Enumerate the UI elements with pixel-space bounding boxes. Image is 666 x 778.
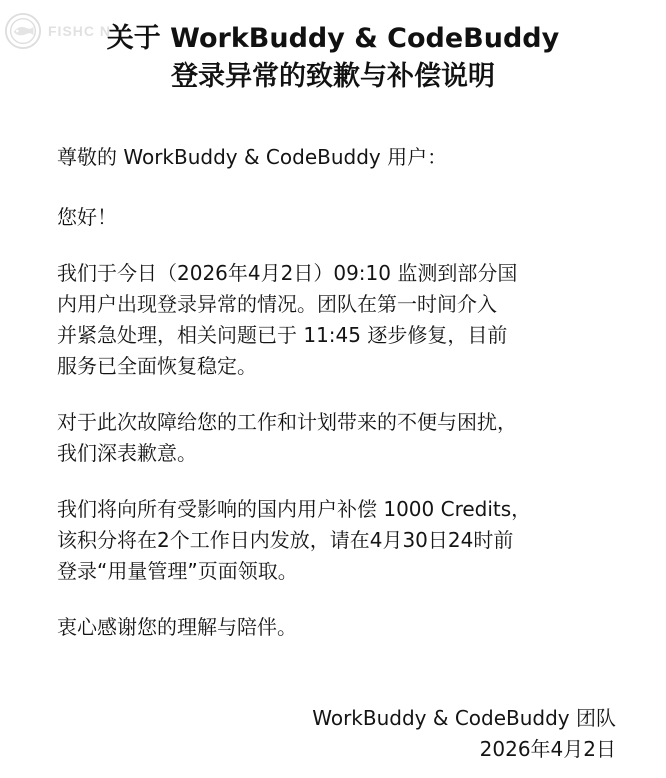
paragraph-line: 我们于今日（2026年4月2日）09:10 监测到部分国 — [57, 261, 518, 285]
closing-line: 衷心感谢您的理解与陪伴。 — [57, 615, 297, 639]
signature-date: 2026年4月2日 — [479, 737, 616, 761]
watermark-text: FISHC N — [48, 23, 111, 39]
page-title — [0, 20, 666, 96]
paragraph-line: 该积分将在2个工作日内发放，请在4月30日24时前 — [57, 528, 514, 552]
paragraph-apology — [57, 407, 617, 469]
paragraph-line: 我们深表歉意。 — [57, 441, 197, 465]
paragraph-line: 内用户出现登录异常的情况。团队在第一时间介入 — [57, 292, 497, 316]
paragraph-line: 对于此次故障给您的工作和计划带来的不便与困扰， — [57, 410, 517, 434]
title-line-1: 关于 WorkBuddy & CodeBuddy — [106, 23, 560, 54]
paragraph-line: 登录“用量管理”页面领取。 — [57, 559, 298, 583]
hello-line: 您好！ — [57, 205, 117, 229]
signature-team: WorkBuddy & CodeBuddy 团队 — [312, 706, 616, 730]
greeting: 尊敬的 WorkBuddy & CodeBuddy 用户： — [57, 145, 448, 169]
paragraph-compensation — [57, 494, 617, 587]
signature — [312, 703, 616, 765]
paragraph-line: 我们将向所有受影响的国内用户补偿 1000 Credits， — [57, 497, 532, 521]
letter-body — [57, 142, 617, 643]
title-line-2: 登录异常的致歉与补偿说明 — [171, 61, 495, 92]
paragraph-line: 并紧急处理，相关问题已于 11:45 逐步修复，目前 — [57, 323, 508, 347]
paragraph-incident — [57, 258, 617, 382]
paragraph-line: 服务已全面恢复稳定。 — [57, 354, 257, 378]
